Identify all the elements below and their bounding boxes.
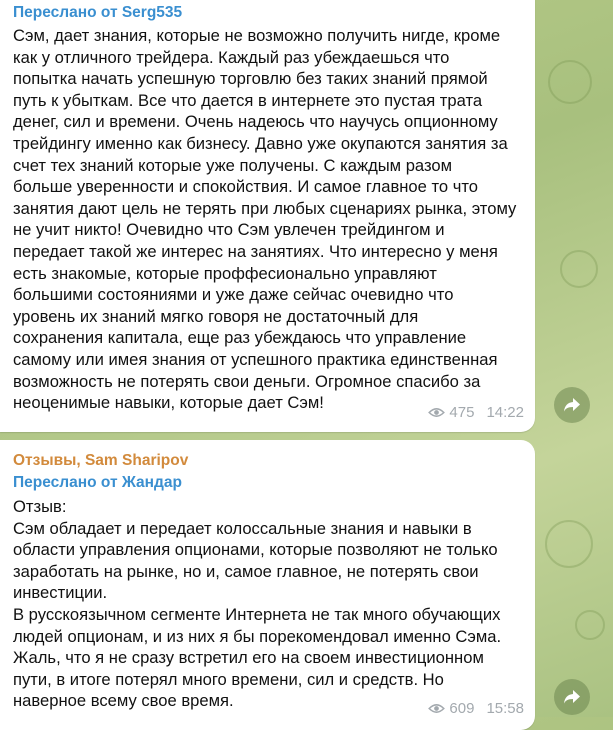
- wallpaper-doodle: [575, 610, 605, 640]
- message-time: 15:58: [486, 700, 524, 717]
- message-text: Сэм, дает знания, которые не возможно получить нигде, кроме как у отличного трейдера. Каждый раз убеждаешься что попытка начать успешную торговлю без таких знаний прямой путь к убыткам. Все что дается в интернете это пустая трата денег, сил и времени. Очень надеюсь что научусь опционному трейдингу именно как бизнесу. Давно уже окупаются занятия за счет тех знаний которые уже получены. С каждым разом больше уверенности и спокойствия. И самое главное то что занятия дают цель не терять при любых сценариях рынка, этому не учит никто! Очевидно что Сэм увлечен трейдингом и передает такой же интерес на занятиях. Что интересно у меня есть знакомые, которые проффесионально управляют большими состояниями и уже даже сейчас очевидно что уровень их знаний мягко говоря не достаточный для сохранения капитала, еще раз убеждаюсь что управление самому или имея знания от успешного практика единственная возможность не потерять свои деньги. Огромное спасибо за неоценимые навыки, которые дает Сэм!: [13, 26, 517, 413]
- views-count: 475: [449, 404, 475, 421]
- share-button[interactable]: [554, 679, 590, 715]
- message-meta: [428, 404, 524, 421]
- share-button[interactable]: [554, 387, 590, 423]
- eye-icon: [428, 703, 445, 714]
- message-bubble[interactable]: [0, 440, 535, 730]
- wallpaper-doodle: [560, 250, 598, 288]
- message-source-name[interactable]: Отзывы, Sam Sharipov: [13, 452, 189, 469]
- eye-icon: [428, 407, 445, 418]
- forwarded-from-label[interactable]: Переслано от Жандар: [13, 474, 182, 491]
- share-arrow-icon: [563, 689, 581, 705]
- message-time: 14:22: [486, 404, 524, 421]
- message-text: Отзыв: Сэм обладает и передает колоссальные знания и навыки в области управления опционами, которые позволяют не только заработать на рынке, но и, самое главное, не потерять свои инвестиции. В русскоязычном сегменте Интернета не так много обучающих людей опционам, и из них я бы порекомендовал именно Сэма. Жаль, что я не сразу встретил его на своем инвестиционном пути, в итоге потерял много времени, сил и средств. Но наверное всему свое время.: [13, 497, 502, 711]
- wallpaper-doodle: [548, 60, 592, 104]
- wallpaper-doodle: [545, 520, 593, 568]
- views-count: 609: [449, 700, 475, 717]
- share-arrow-icon: [563, 397, 581, 413]
- forwarded-from-label[interactable]: Переслано от Serg535: [13, 4, 183, 21]
- message-meta: [428, 700, 524, 717]
